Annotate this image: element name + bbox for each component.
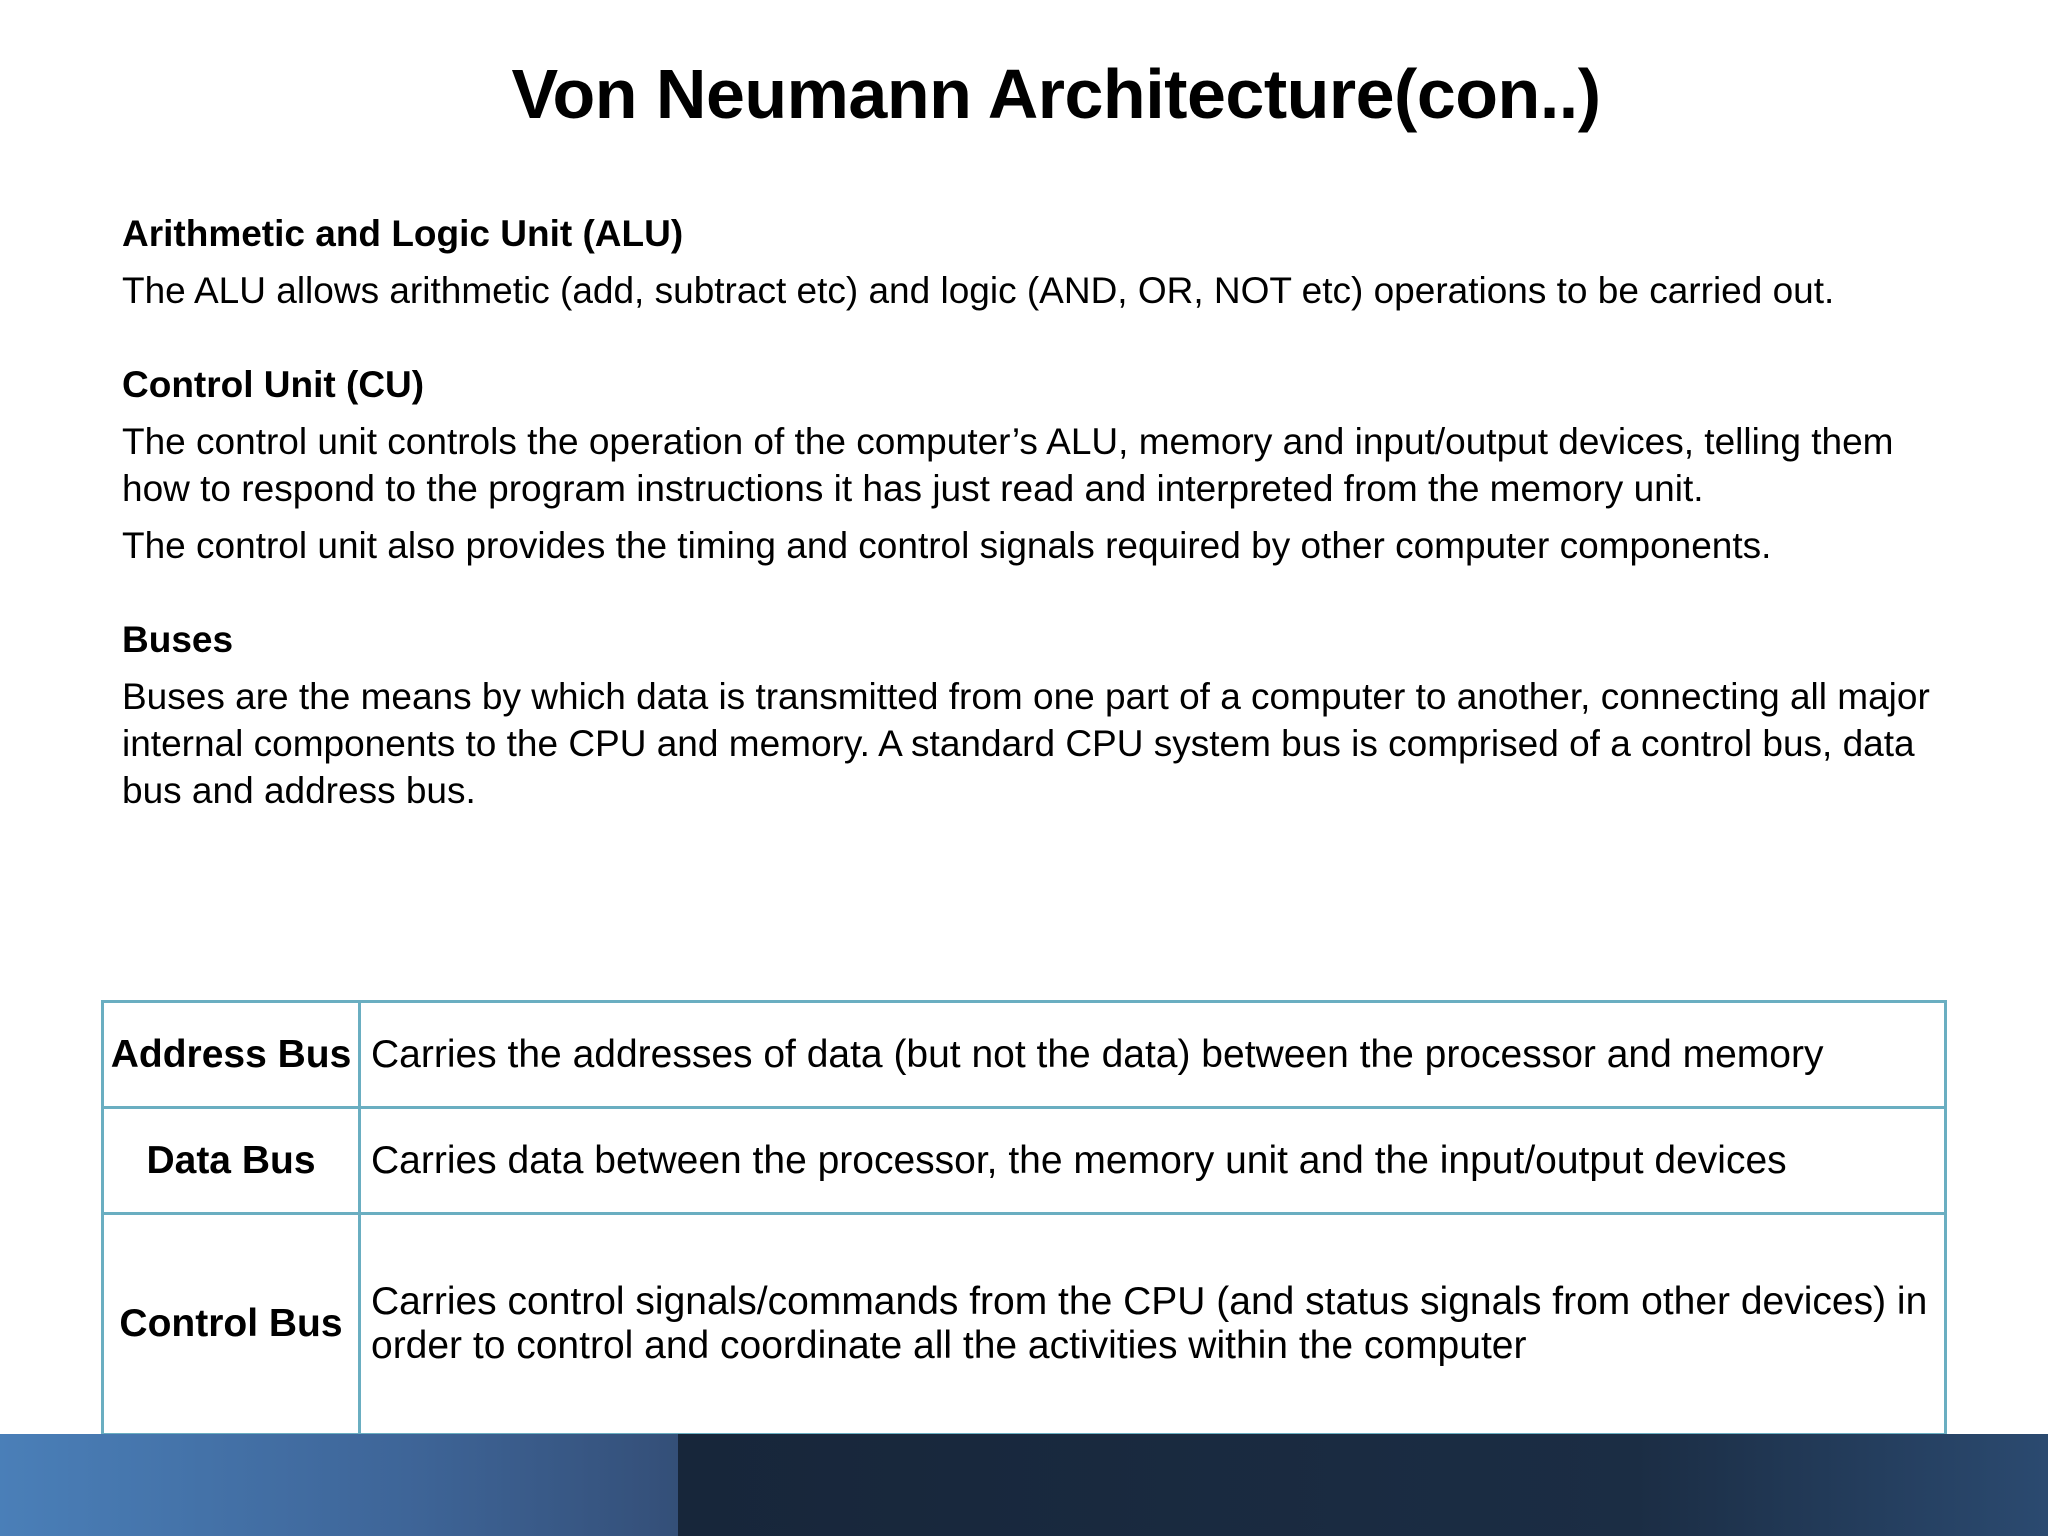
address-bus-name: Address Bus (103, 1002, 360, 1108)
control-bus-name: Control Bus (103, 1214, 360, 1435)
slide-title: Von Neumann Architecture(con..) (511, 55, 1601, 133)
control-bus-description: Carries control signals/commands from the CPU (and status signals from other devices) in order to control and coordinate all the activities within the computer (360, 1214, 1946, 1435)
buses-heading: Buses (122, 619, 234, 660)
section-spacer (122, 314, 1952, 361)
footer-band (0, 1434, 2048, 1536)
buses-paragraph: Buses are the means by which data is transmitted from one part of a computer to another, connecting all major internal components to the CPU and memory. A standard CPU system bus is comprised of a control bus, data bus and address bus. (122, 676, 1930, 811)
bus-table (101, 1000, 1947, 1436)
table-row (103, 1002, 1946, 1108)
alu-heading: Arithmetic and Logic Unit (ALU) (122, 213, 684, 254)
table-row (103, 1214, 1946, 1435)
cu-paragraph-2: The control unit also provides the timing and control signals required by other computer components. (122, 525, 1772, 566)
table-row (103, 1108, 1946, 1214)
slide-content (122, 210, 1952, 814)
data-bus-name: Data Bus (103, 1108, 360, 1214)
data-bus-description: Carries data between the processor, the memory unit and the input/output devices (360, 1108, 1946, 1214)
cu-paragraph-1: The control unit controls the operation of the computer’s ALU, memory and input/output devices, telling them how to respond to the program instructions it has just read and interpreted from the memory unit. (122, 421, 1894, 509)
address-bus-description: Carries the addresses of data (but not the data) between the processor and memory (360, 1002, 1946, 1108)
section-spacer (122, 569, 1952, 616)
cu-heading: Control Unit (CU) (122, 364, 425, 405)
alu-paragraph: The ALU allows arithmetic (add, subtract etc) and logic (AND, OR, NOT etc) operations to be carried out. (122, 270, 1835, 311)
footer-band-left (0, 1434, 678, 1536)
footer-band-right (678, 1434, 2048, 1536)
